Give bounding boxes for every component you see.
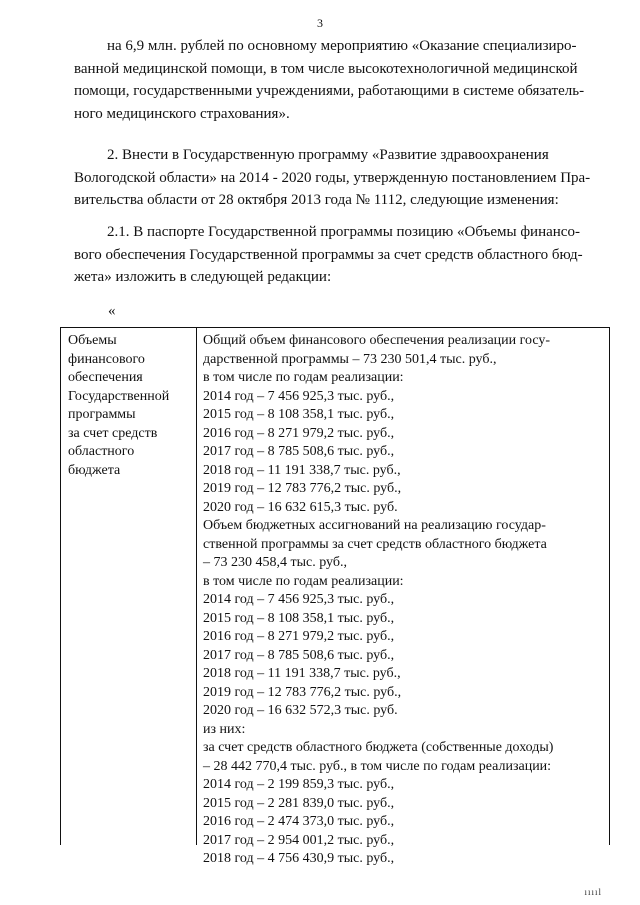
- table-text-line: 2018 год – 11 191 338,7 тыс. руб.,: [203, 462, 401, 478]
- passport-table: [60, 327, 610, 866]
- text-line: 2. Внести в Государственную программу «Развитие здравоохранения: [107, 147, 549, 163]
- table-text-line: обеспечения: [68, 370, 143, 385]
- table-text-line: 2016 год – 2 474 373,0 тыс. руб.,: [203, 814, 395, 829]
- table-text-line: в том числе по годам реализации:: [203, 573, 404, 589]
- text-line: на 6,9 млн. рублей по основному мероприятию «Оказание специализиро-: [107, 38, 577, 54]
- table-text-line: Государственной: [68, 388, 170, 404]
- text-line: ванной медицинской помощи, в том числе высокотехнологичной медицинской: [74, 60, 578, 77]
- table-text-line: финансового: [68, 351, 145, 367]
- table-text-line: 2015 год – 2 281 839,0 тыс. руб.,: [203, 795, 395, 811]
- table-text-line: – 73 230 458,4 тыс. руб.,: [203, 555, 347, 570]
- text-line: вительства области от 28 октября 2013 года № 1112, следующие изменения:: [74, 192, 559, 209]
- text-line: вого обеспечения Государственной программы за счет средств областного бюд-: [74, 246, 583, 263]
- table-text-line: 2015 год – 8 108 358,1 тыс. руб.,: [203, 407, 395, 422]
- table-text-line: 2020 год – 16 632 615,3 тыс. руб.: [203, 499, 398, 515]
- text-line: жета» изложить в следующей редакции:: [74, 269, 332, 286]
- item-2-paragraph: [74, 144, 608, 212]
- position-name-cell: [68, 332, 193, 480]
- table-text-line: Общий объем финансового обеспечения реализации госу-: [203, 333, 551, 348]
- item-2-1-paragraph: [74, 221, 608, 289]
- text-line: 2.1. В паспорте Государственной программы позицию «Объемы финансо-: [107, 224, 580, 240]
- table-text-line: из них:: [203, 721, 246, 737]
- table-text-line: 2018 год – 4 756 430,9 тыс. руб.,: [203, 851, 395, 866]
- text-line: помощи, государственными учреждениями, работающими в системе обязатель-: [74, 83, 585, 100]
- table-text-line: 2017 год – 8 785 508,6 тыс. руб.,: [203, 444, 395, 459]
- table-text-line: 2019 год – 12 783 776,2 тыс. руб.,: [203, 481, 402, 496]
- table-text-line: программы: [68, 407, 136, 422]
- table-text-line: – 28 442 770,4 тыс. руб., в том числе по годам реализации:: [203, 758, 552, 774]
- table-text-line: бюджета: [68, 462, 121, 478]
- opening-quote: «: [108, 303, 116, 319]
- table-text-line: 2014 год – 2 199 859,3 тыс. руб.,: [203, 777, 395, 792]
- table-text-line: 2016 год – 8 271 979,2 тыс. руб.,: [203, 629, 395, 644]
- table-text-line: 2017 год – 8 785 508,6 тыс. руб.,: [203, 647, 395, 663]
- column-divider: [196, 328, 197, 845]
- table-text-line: дарственной программы – 73 230 501,4 тыс. руб.,: [203, 351, 497, 367]
- table-text-line: областного: [68, 444, 135, 459]
- text-line: ного медицинского страхования».: [74, 106, 290, 123]
- table-text-line: за счет средств: [68, 425, 158, 441]
- table-text-line: за счет средств областного бюджета (собственные доходы): [203, 740, 554, 755]
- table-text-line: Объем бюджетных ассигнований на реализацию государ-: [203, 518, 546, 533]
- table-text-line: 2017 год – 2 954 001,2 тыс. руб.,: [203, 832, 395, 848]
- table-text-line: 2018 год – 11 191 338,7 тыс. руб.,: [203, 666, 401, 681]
- table-text-line: Объемы: [68, 333, 117, 348]
- intro-paragraph: [74, 35, 608, 126]
- table-text-line: 2020 год – 16 632 572,3 тыс. руб.: [203, 703, 398, 718]
- table-text-line: 2019 год – 12 783 776,2 тыс. руб.,: [203, 684, 402, 700]
- table-text-line: в том числе по годам реализации:: [203, 370, 404, 385]
- page-number: 3: [317, 16, 323, 30]
- table-text-line: 2016 год – 8 271 979,2 тыс. руб.,: [203, 425, 395, 441]
- barcode-mark: ııııl: [584, 887, 602, 897]
- table-text-line: 2014 год – 7 456 925,3 тыс. руб.,: [203, 592, 395, 607]
- table-text-line: ственной программы за счет средств областного бюджета: [203, 536, 547, 552]
- text-line: Вологодской области» на 2014 - 2020 годы, утвержденную постановлением Пра-: [74, 169, 591, 186]
- position-value-cell: [203, 332, 608, 869]
- table-text-line: 2015 год – 8 108 358,1 тыс. руб.,: [203, 610, 395, 626]
- table-text-line: 2014 год – 7 456 925,3 тыс. руб.,: [203, 388, 395, 404]
